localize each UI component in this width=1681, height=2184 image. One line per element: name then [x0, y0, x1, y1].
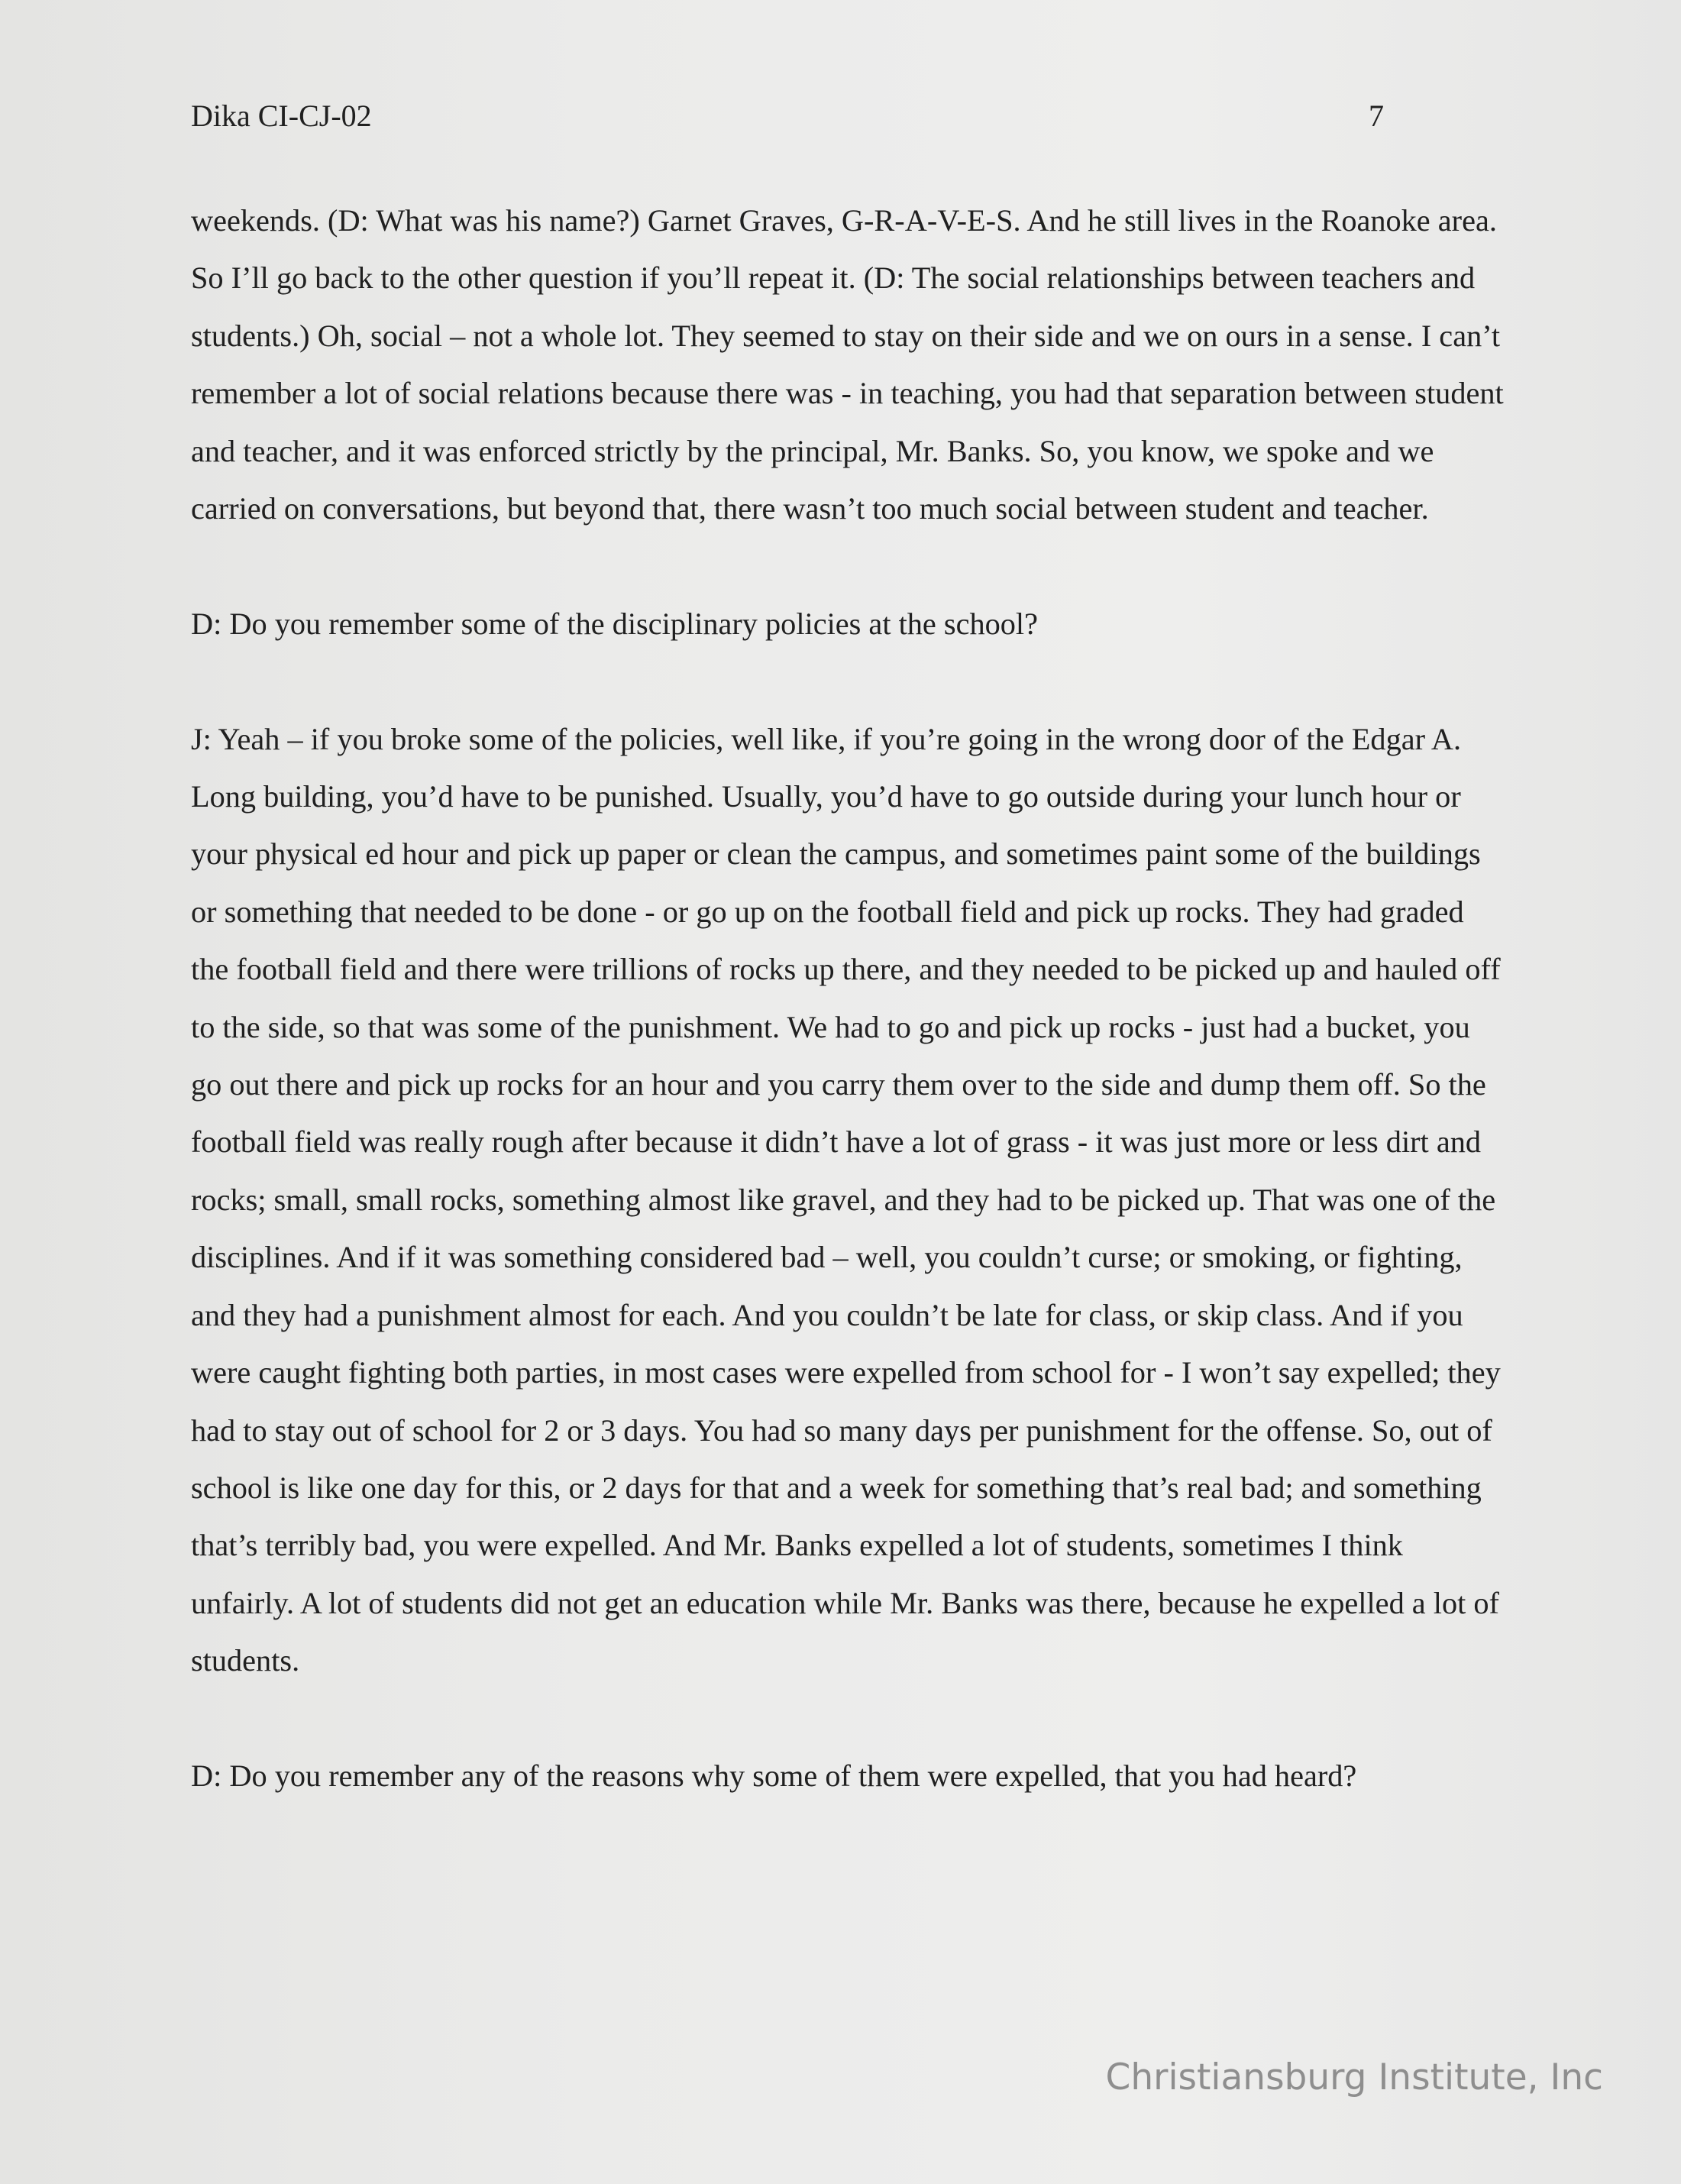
paragraph-question-discipline: D: Do you remember some of the disciplinary policies at the school?	[191, 606, 1038, 641]
paragraph-answer-social: weekends. (D: What was his name?) Garnet Graves, G-R-A-V-E-S. And he still lives in the Roanoke area. So I’ll go back to the other question if you’ll repeat it. (D: The social relationships between teachers and students.) Oh, social – not a whole lot. They seemed to stay on their side and we on ours in a sense. I can’t remember a lot of social relations because there was - in teaching, you had that separation between student and teacher, and it was enforced strictly by the principal, Mr. Banks. So, you know, we spoke and we carried on conversations, but beyond that, there wasn’t too much social between student and teacher.	[191, 203, 1504, 526]
page-number: 7	[1369, 99, 1384, 133]
running-title: Dika CI-CJ-02	[191, 99, 372, 133]
paragraph-question-expelled: D: Do you remember any of the reasons why some of them were expelled, that you had heard?	[191, 1758, 1357, 1793]
watermark-text: Christiansburg Institute, Inc	[1105, 2056, 1603, 2098]
transcript-body	[191, 192, 1505, 1862]
paragraph-answer-discipline: J: Yeah – if you broke some of the policies, well like, if you’re going in the wrong door of the Edgar A. Long building, you’d have to be punished. Usually, you’d have to go outside during your lunch hour or your physical ed hour and pick up paper or clean the campus, and sometimes paint some of the buildings or something that needed to be done - or go up on the football field and pick up rocks. They had graded the football field and there were trillions of rocks up there, and they needed to be picked up and hauled off to the side, so that was some of the punishment. We had to go and pick up rocks - just had a bucket, you go out there and pick up rocks for an hour and you carry them over to the side and dump them off. So the football field was really rough after because it didn’t have a lot of grass - it was just more or less dirt and rocks; small, small rocks, something almost like gravel, and they had to be picked up. That was one of the disciplines. And if it was something considered bad – well, you couldn’t curse; or smoking, or fighting, and they had a punishment almost for each. And you couldn’t be late for class, or skip class. And if you were caught fighting both parties, in most cases were expelled from school for - I won’t say expelled; they had to stay out of school for 2 or 3 days. You had so many days per punishment for the offense. So, out of school is like one day for this, or 2 days for that and a week for something that’s real bad; and something that’s terribly bad, you were expelled. And Mr. Banks expelled a lot of students, sometimes I think unfairly. A lot of students did not get an education while Mr. Banks was there, because he expelled a lot of students.	[191, 721, 1501, 1678]
